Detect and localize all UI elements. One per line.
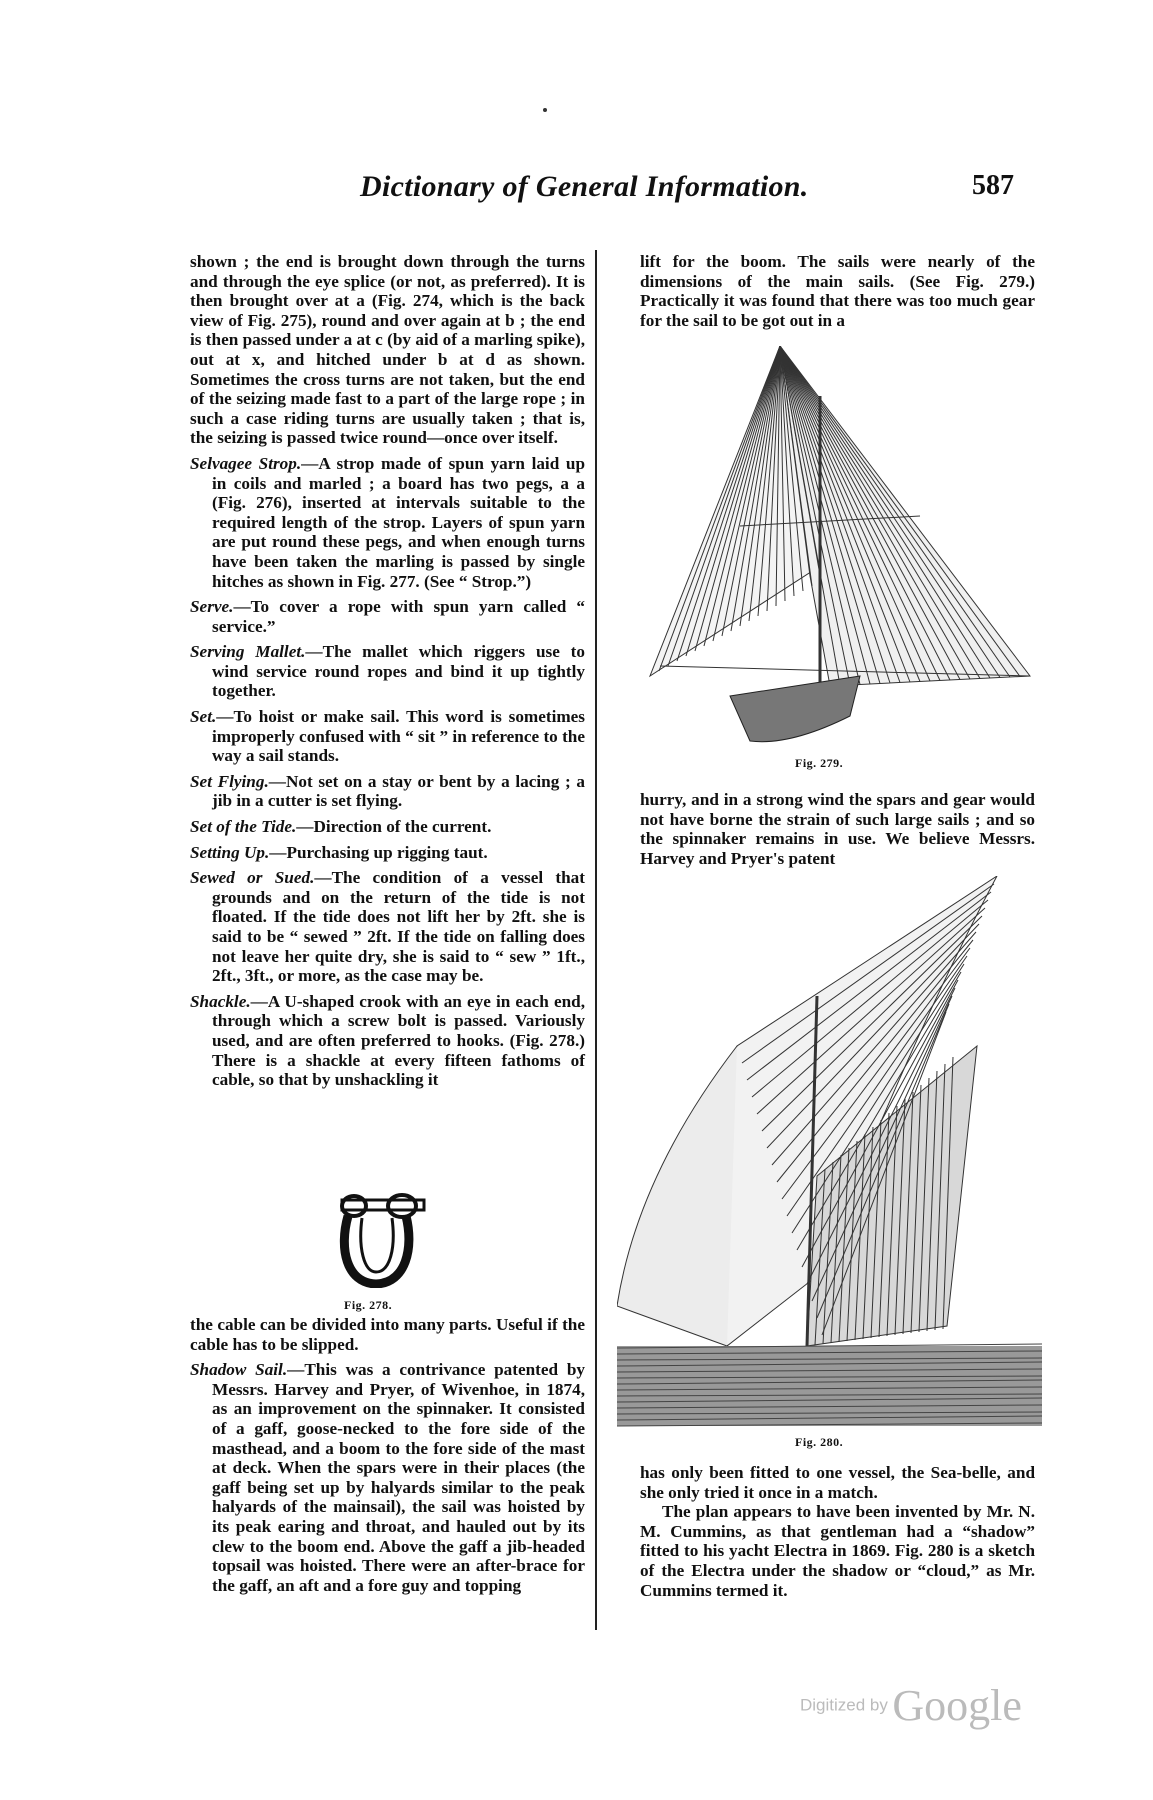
dictionary-entry [190,992,585,1090]
dictionary-entry [190,1360,585,1595]
dictionary-entry [190,597,585,636]
page-number: 587 [972,170,1014,201]
watermark-prefix: Digitized by [800,1695,888,1715]
watermark-brand: Google [892,1681,1022,1730]
left-column [190,252,585,1096]
entry-term: Serve. [190,597,234,617]
entry-text: —To hoist or make sail. This word is sometimes improperly confused with “ sit ” in reference to the way a sail stands. [212,707,585,766]
paragraph [190,252,585,448]
entry-term: Shadow Sail. [190,1360,288,1380]
entry-text: —A strop made of spun yarn laid up in coils and marled ; a board has two pegs, a a (Fig. 276), inserted at intervals suitable to the required length of the strop. Layers of spun yarn are put round these pegs, and when enough turns have been taken the marling is passed by single hitches as shown in Fig. 277. (See “ Strop.”) [212,453,586,591]
entry-term: Set Flying. [190,771,269,791]
page-header [360,170,1014,210]
right-column-top [640,252,1035,336]
right-column-bottom [640,1463,1035,1606]
entry-term: Selvagee Strop. [190,453,302,473]
dictionary-entry [190,707,585,766]
right-column-middle [640,790,1035,874]
scan-speck [543,108,547,112]
entry-text: —Purchasing up rigging taut. [269,842,488,862]
figure-caption: Fig. 278. [344,1298,393,1312]
paragraph-text: hurry, and in a strong wind the spars and gear would not have borne the strain of such large sails ; and so the spinnaker remains in use. We believe Messrs. Harvey and Pryer's patent [640,790,1035,868]
entry-term: Shackle. [190,991,251,1011]
paragraph-text: shown ; the end is brought down through the turns and through the eye splice (or not, as preferred). It is then brought over at a (Fig. 274, which is the back view of Fig. 275), round and over again at b ; the end is then passed under a at c (by aid of a marling spike), out at x, and hitched under b at d as shown. Sometimes the cross turns are not taken, but the end of the seizing made fast to a part of the large rope ; in such a case riding turns are usually taken ; that is, the seizing is passed twice round—once over itself. [190,252,585,448]
running-title: Dictionary of General Information. [360,170,809,203]
entry-term: Set. [190,707,217,727]
dictionary-entry [190,843,585,863]
dictionary-entry [190,868,585,986]
entry-text: —A U-shaped crook with an eye in each end, through which a screw bolt is passed. Variously used, and are often preferred to hooks. (Fig. 278.) There is a shackle at every fifteen fathoms of cable, so that by unshackling it [212,991,585,1090]
dictionary-entry [190,772,585,811]
entry-text: —Direction of the current. [296,817,492,837]
figure-caption: Fig. 280. [795,1435,844,1449]
entry-term: Setting Up. [190,842,270,862]
entry-text: —The condition of a vessel that grounds and on the return of the tide is not floated. If the tide does not lift her by 2ft. she is said to be “ sewed ” 2ft. If the tide on falling does not leave her quite dry, she is said to “ sew ” 1ft., 2ft., 3ft., or more, as the case may be. [212,868,585,986]
entry-term: Serving Mallet. [190,642,306,662]
entry-term: Sewed or Sued. [190,868,315,888]
entry-text: —Not set on a stay or bent by a lacing ; a jib in a cutter is set flying. [212,771,585,811]
fig-279-sailboat-illustration [640,346,1040,756]
entry-text: —This was a contrivance patented by Messrs. Harvey and Pryer, of Wivenhoe, in 1874, as an improvement on the spinnaker. It consisted of a gaff, goose-necked to the fore side of the masthead, and a boom to the fore side of the mast at deck. When the spars were in their places (the gaff being set up by halyards similar to the peak halyards of the mainsail), the sail was hoisted by its peak earing and throat, and hauled out by its clew to the boom end. Above the gaff a jib-headed topsail was hoisted. There were an after-brace for the gaff, an aft and a fore guy and topping [212,1360,585,1595]
figure-caption: Fig. 279. [795,756,844,770]
shackle-illustration [334,1188,429,1288]
entry-text: —To cover a rope with spun yarn called “ service.” [212,597,585,636]
paragraph-text: the cable can be divided into many parts. Useful if the cable has to be slipped. [190,1315,585,1354]
digitized-by-google-watermark [800,1680,1022,1731]
paragraph-text: has only been fitted to one vessel, the Sea-belle, and she only tried it once in a match. [640,1463,1035,1502]
dictionary-entry [190,642,585,701]
column-divider [595,250,597,1630]
entry-text: —The mallet which riggers use to wind service round ropes and bind it up tightly together. [212,642,585,701]
paragraph-text: The plan appears to have been invented by Mr. N. M. Cummins, as that gentleman had a “shadow” fitted to his yacht Electra in 1869. Fig. 280 is a sketch of the Electra under the shadow or “cloud,” as Mr. Cummins termed it. [640,1502,1035,1600]
entry-term: Set of the Tide. [190,817,297,837]
left-column-continued [190,1315,585,1601]
dictionary-entry [190,817,585,837]
paragraph [190,1315,585,1354]
fig-280-sailboat-illustration [617,876,1042,1436]
paragraph-text: lift for the boom. The sails were nearly of the dimensions of the main sails. (See Fig. 279.) Practically it was found that there was too much gear for the sail to be got out in a [640,252,1035,330]
dictionary-entry [190,454,585,591]
